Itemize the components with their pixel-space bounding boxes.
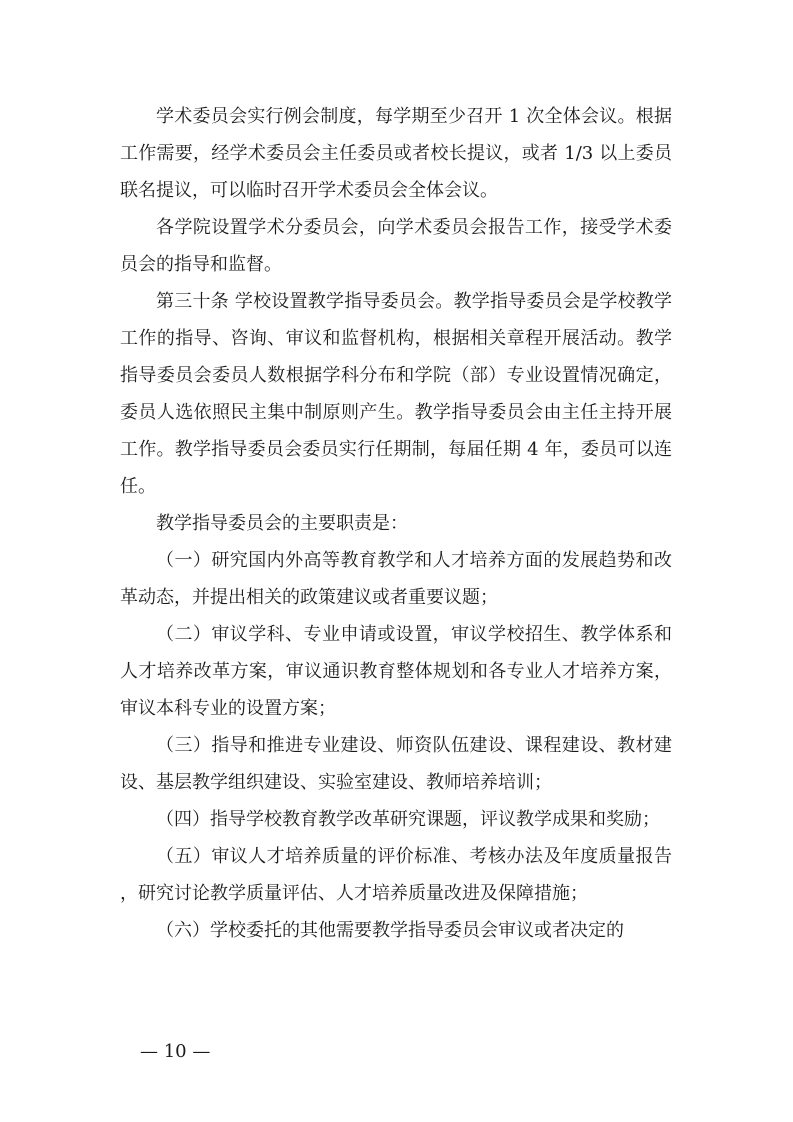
paragraph-duty-1: （一）研究国内外高等教育教学和人才培养方面的发展趋势和改革动态，并提出相关的政策建议或者重要议题； [120, 550, 672, 608]
page-number: — 10 — [140, 1041, 211, 1062]
document-body [120, 98, 672, 949]
paragraph-duties-intro: 教学指导委员会的主要职责是： [156, 513, 408, 534]
paragraph-duty-4: （四）指导学校教育教学改革研究课题，评议教学成果和奖励； [156, 809, 660, 830]
paragraph-duty-6: （六）学校委托的其他需要教学指导委员会审议或者决定的 [156, 920, 624, 941]
paragraph-sub-committees: 各学院设置学术分委员会，向学术委员会报告工作，接受学术委员会的指导和监督。 [120, 217, 672, 275]
paragraph-duty-5: （五）审议人才培养质量的评价标准、考核办法及年度质量报告，研究讨论教学质量评估、人才培养质量改进及保障措施； [120, 846, 672, 904]
paragraph-duty-2: （二）审议学科、专业申请或设置，审议学校招生、教学体系和人才培养改革方案，审议通识教育整体规划和各专业人才培养方案，审议本科专业的设置方案； [120, 624, 672, 719]
paragraph-meeting-system: 学术委员会实行例会制度，每学期至少召开 1 次全体会议。根据工作需要，经学术委员会主任委员或者校长提议，或者 1/3 以上委员联名提议，可以临时召开学术委员会全体会议。 [120, 106, 672, 201]
paragraph-duty-3: （三）指导和推进专业建设、师资队伍建设、课程建设、教材建设、基层教学组织建设、实验室建设、教师培养培训； [120, 735, 672, 793]
paragraph-article-30: 第三十条 学校设置教学指导委员会。教学指导委员会是学校教学工作的指导、咨询、审议和监督机构，根据相关章程开展活动。教学指导委员会委员人数根据学科分布和学院（部）专业设置情况确定，委员人选依照民主集中制原则产生。教学指导委员会由主任主持开展工作。教学指导委员会委员实行任期制，每届任期 4 年，委员可以连任。 [120, 291, 672, 497]
